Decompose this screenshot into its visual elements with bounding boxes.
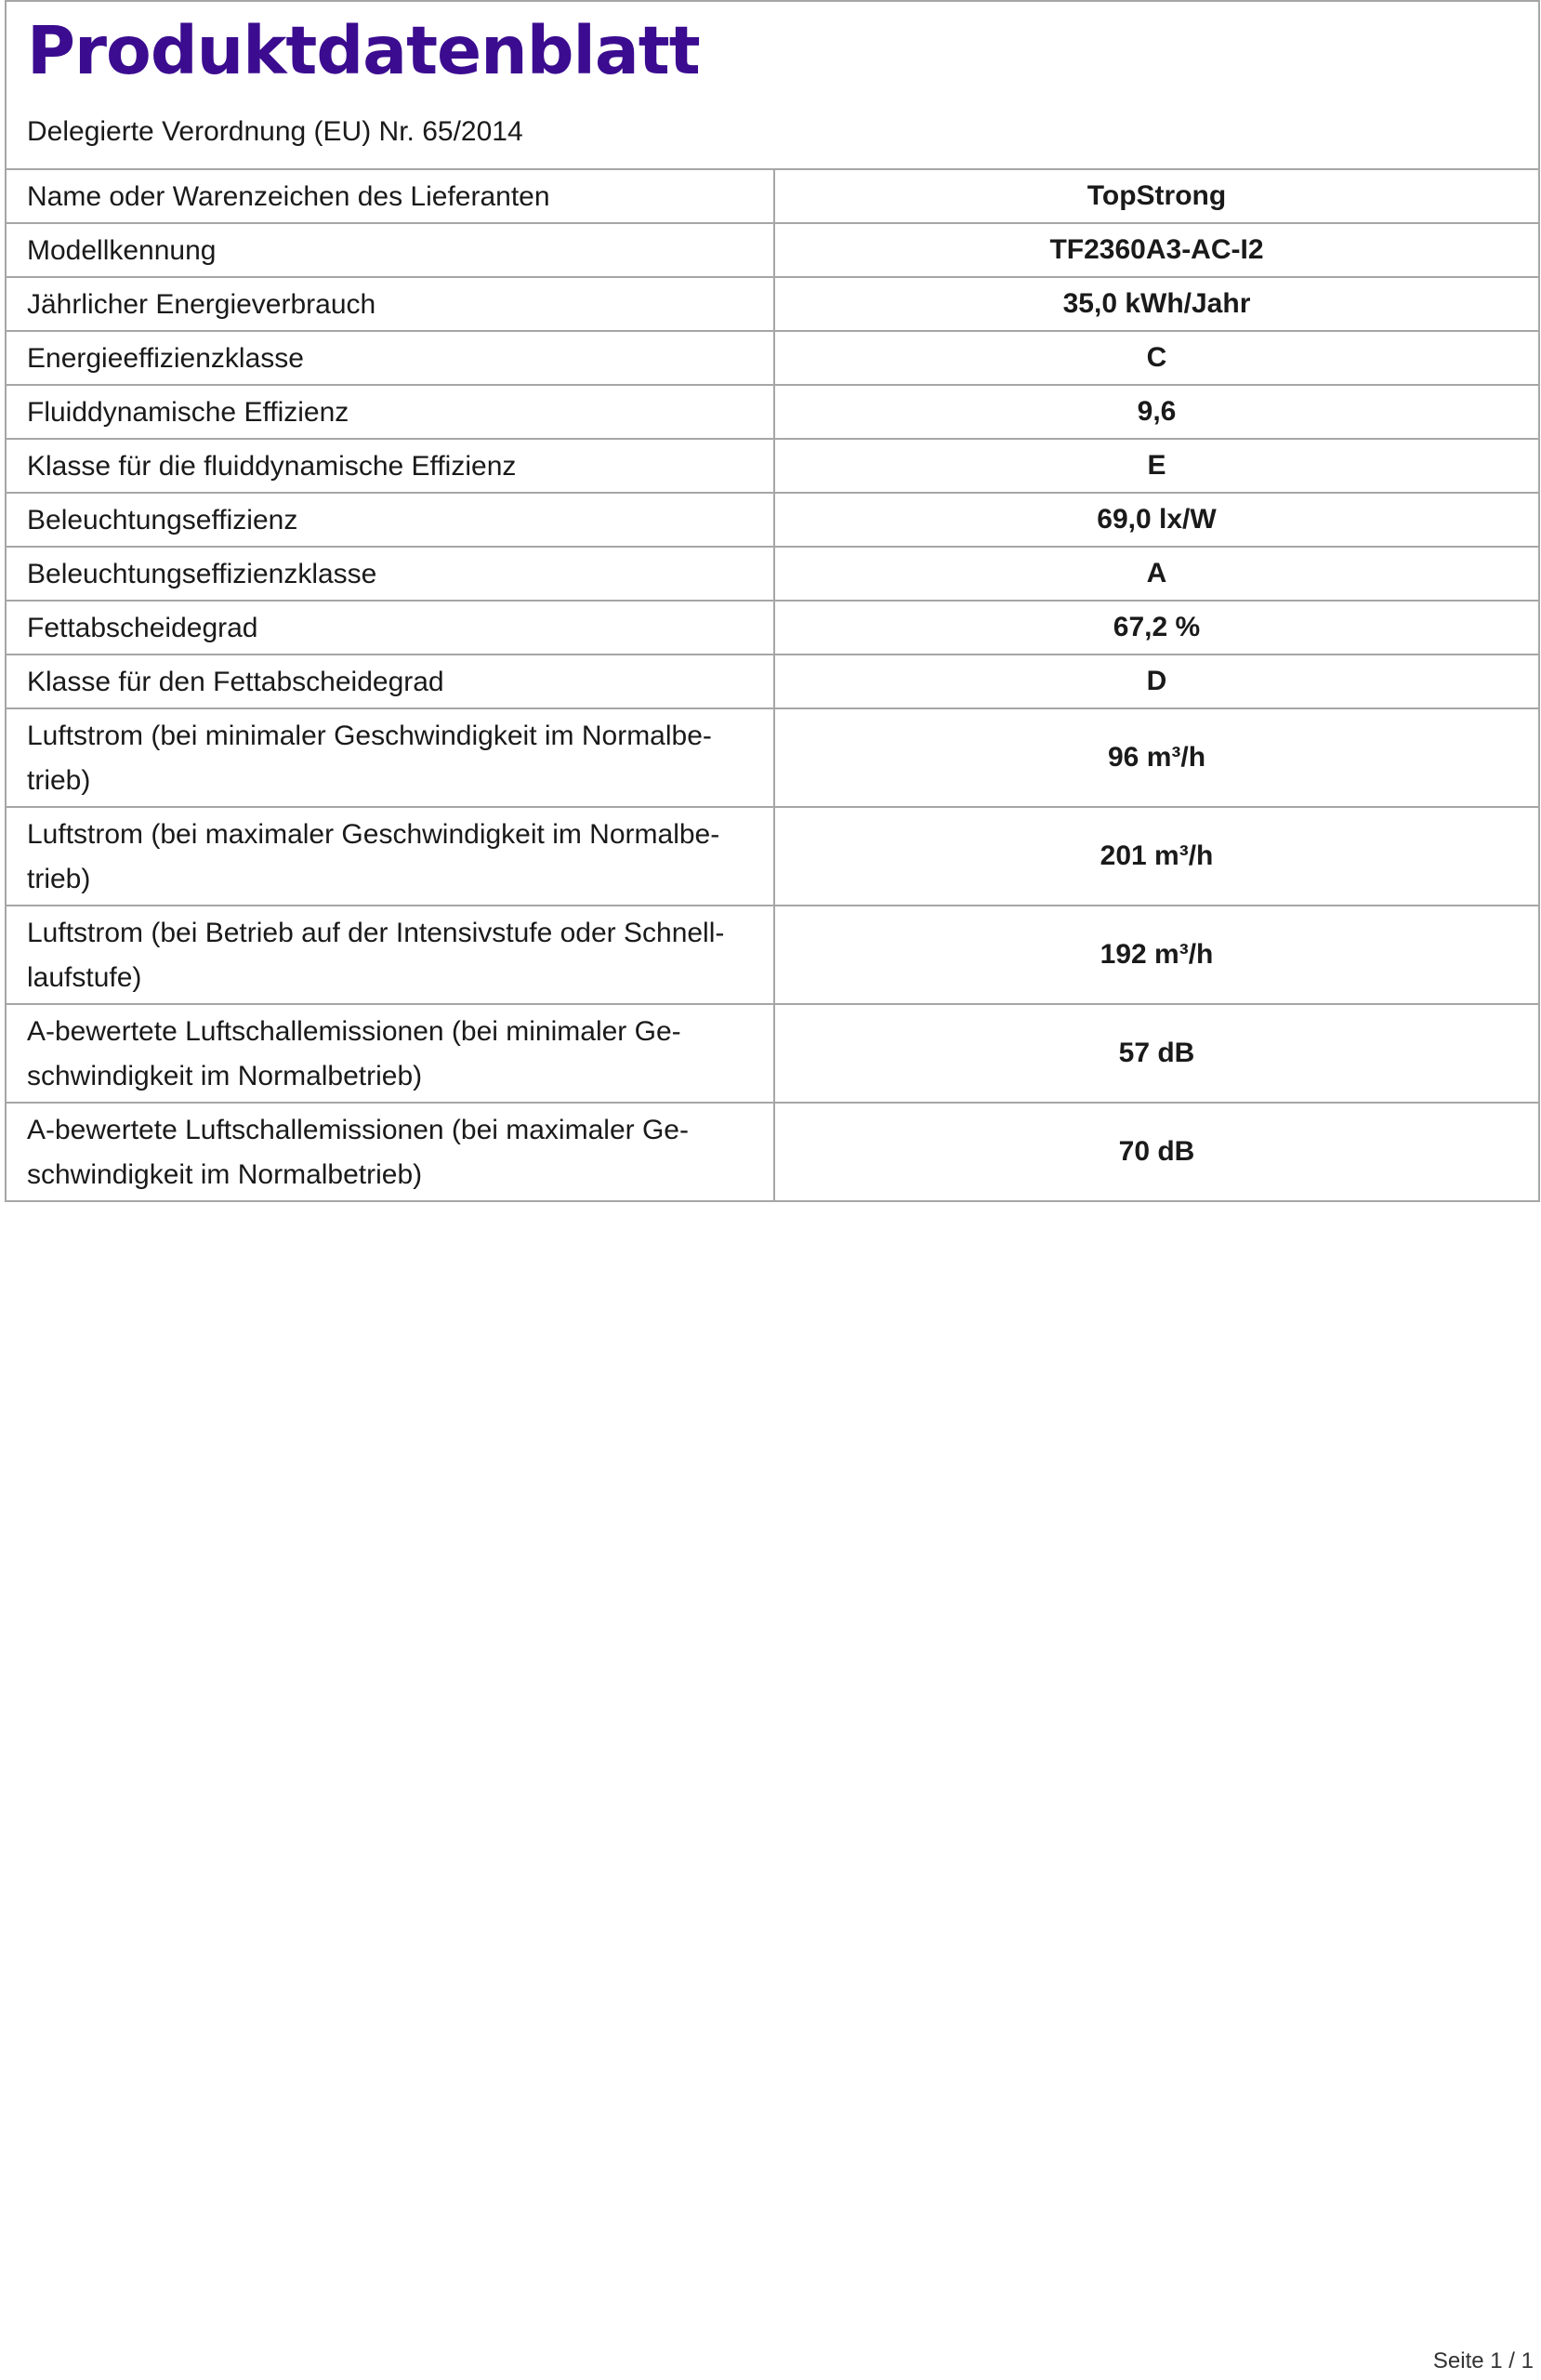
table-row (7, 906, 1538, 1004)
table-row (7, 807, 1538, 906)
row-value: 69,0 lx/W (774, 493, 1538, 547)
table-row (7, 223, 1538, 277)
row-label: Beleuchtungseffizienzklasse (7, 547, 774, 601)
table-row (7, 708, 1538, 807)
table-row (7, 331, 1538, 385)
row-label: A-bewertete Luftschallemissionen (bei maximaler Ge-schwindigkeit im Normalbetrieb) (7, 1103, 774, 1201)
row-value: TopStrong (774, 170, 1538, 223)
row-label: Luftstrom (bei Betrieb auf der Intensivstufe oder Schnell-laufstufe) (7, 906, 774, 1004)
table-row (7, 601, 1538, 654)
row-label: Luftstrom (bei minimaler Geschwindigkeit im Normalbe-trieb) (7, 708, 774, 807)
page-title: Produktdatenblatt (27, 12, 700, 89)
table-row (7, 277, 1538, 331)
row-value: 35,0 kWh/Jahr (774, 277, 1538, 331)
table-row (7, 385, 1538, 439)
row-value: TF2360A3-AC-I2 (774, 223, 1538, 277)
row-value: A (774, 547, 1538, 601)
row-value: 201 m³/h (774, 807, 1538, 906)
row-label: Jährlicher Energieverbrauch (7, 277, 774, 331)
row-value: 70 dB (774, 1103, 1538, 1201)
row-label: Klasse für die fluiddynamische Effizienz (7, 439, 774, 493)
row-value: 57 dB (774, 1004, 1538, 1103)
row-label: Modellkennung (7, 223, 774, 277)
row-label: Name oder Warenzeichen des Lieferanten (7, 170, 774, 223)
product-data-sheet (5, 0, 1540, 1202)
table-row (7, 439, 1538, 493)
table-row (7, 1103, 1538, 1201)
row-label: Energieeffizienzklasse (7, 331, 774, 385)
row-label: Klasse für den Fettabscheidegrad (7, 654, 774, 708)
table-row (7, 1004, 1538, 1103)
row-value: 96 m³/h (774, 708, 1538, 807)
table-row (7, 654, 1538, 708)
row-value: 192 m³/h (774, 906, 1538, 1004)
row-label: Luftstrom (bei maximaler Geschwindigkeit im Normalbe-trieb) (7, 807, 774, 906)
row-label: Fluiddynamische Effizienz (7, 385, 774, 439)
row-label: Fettabscheidegrad (7, 601, 774, 654)
page-number: Seite 1 / 1 (1432, 2348, 1534, 2373)
row-value: 9,6 (774, 385, 1538, 439)
row-label: Beleuchtungseffizienz (7, 493, 774, 547)
row-label: A-bewertete Luftschallemissionen (bei minimaler Ge-schwindigkeit im Normalbetrieb) (7, 1004, 774, 1103)
table-row (7, 170, 1538, 223)
spec-table (7, 170, 1538, 1202)
row-value: E (774, 439, 1538, 493)
row-value: D (774, 654, 1538, 708)
table-row (7, 547, 1538, 601)
title-block (7, 2, 1538, 170)
regulation-subtitle: Delegierte Verordnung (EU) Nr. 65/2014 (27, 116, 523, 147)
table-row (7, 493, 1538, 547)
row-value: C (774, 331, 1538, 385)
row-value: 67,2 % (774, 601, 1538, 654)
